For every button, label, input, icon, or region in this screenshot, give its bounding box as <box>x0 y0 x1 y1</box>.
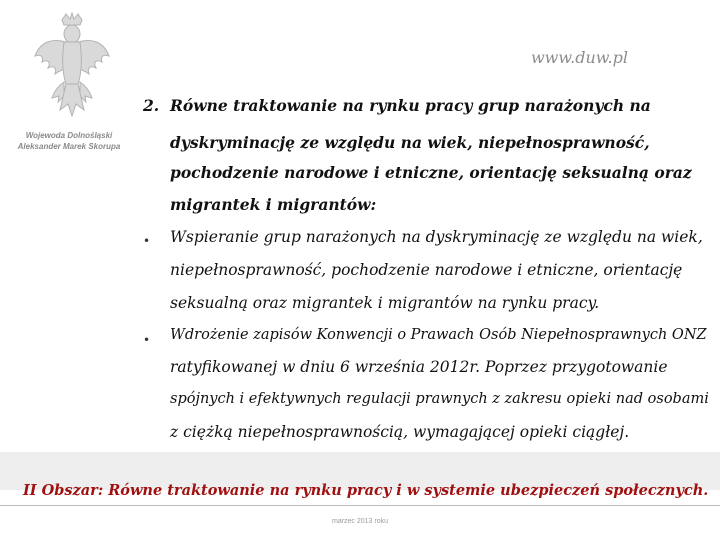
voivode-logo <box>14 12 124 162</box>
bullet-text-line: Wspieranie grup narażonych na dyskryminację ze względu na wiek, <box>170 228 703 246</box>
bullet-marker: • <box>143 333 151 347</box>
footer-divider <box>0 505 720 506</box>
section-title-line: Równe traktowanie na rynku pracy grup narażonych na <box>170 96 651 115</box>
eagle-emblem-icon <box>32 12 112 132</box>
section-title-line: pochodzenie narodowe i etniczne, orientację seksualną oraz <box>170 163 692 182</box>
area-title: II Obszar: Równe traktowanie na rynku pracy i w systemie ubezpieczeń społecznych. <box>23 482 709 499</box>
bullet-text-line: Wdrożenie zapisów Konwencji o Prawach Osób Niepełnosprawnych ONZ <box>170 327 707 343</box>
bullet-text-line: niepełnosprawność, pochodzenie narodowe i etniczne, orientację <box>170 261 683 279</box>
bullet-text-line: ratyfikowanej w dniu 6 września 2012r. Poprzez przygotowanie <box>170 358 668 376</box>
date-label: marzec 2013 roku <box>331 518 389 525</box>
section-title-line: migrantek i migrantów: <box>170 195 377 214</box>
website-url: www.duw.pl <box>530 48 628 67</box>
logo-name: Aleksander Marek Skorupa <box>17 142 121 151</box>
section-title-line: dyskryminację ze względu na wiek, niepełnosprawność, <box>170 133 650 152</box>
bullet-marker: • <box>143 234 151 248</box>
bullet-text-line: spójnych i efektywnych regulacji prawnych z zakresu opieki nad osobami <box>170 391 709 407</box>
bullet-text-line: seksualną oraz migrantek i migrantów na rynku pracy. <box>170 294 600 312</box>
bullet-text-line: z ciężką niepełnosprawnością, wymagającej opieki ciągłej. <box>170 423 630 441</box>
logo-title: Wojewoda Dolnośląski <box>25 131 113 140</box>
section-number: 2. <box>143 96 160 115</box>
